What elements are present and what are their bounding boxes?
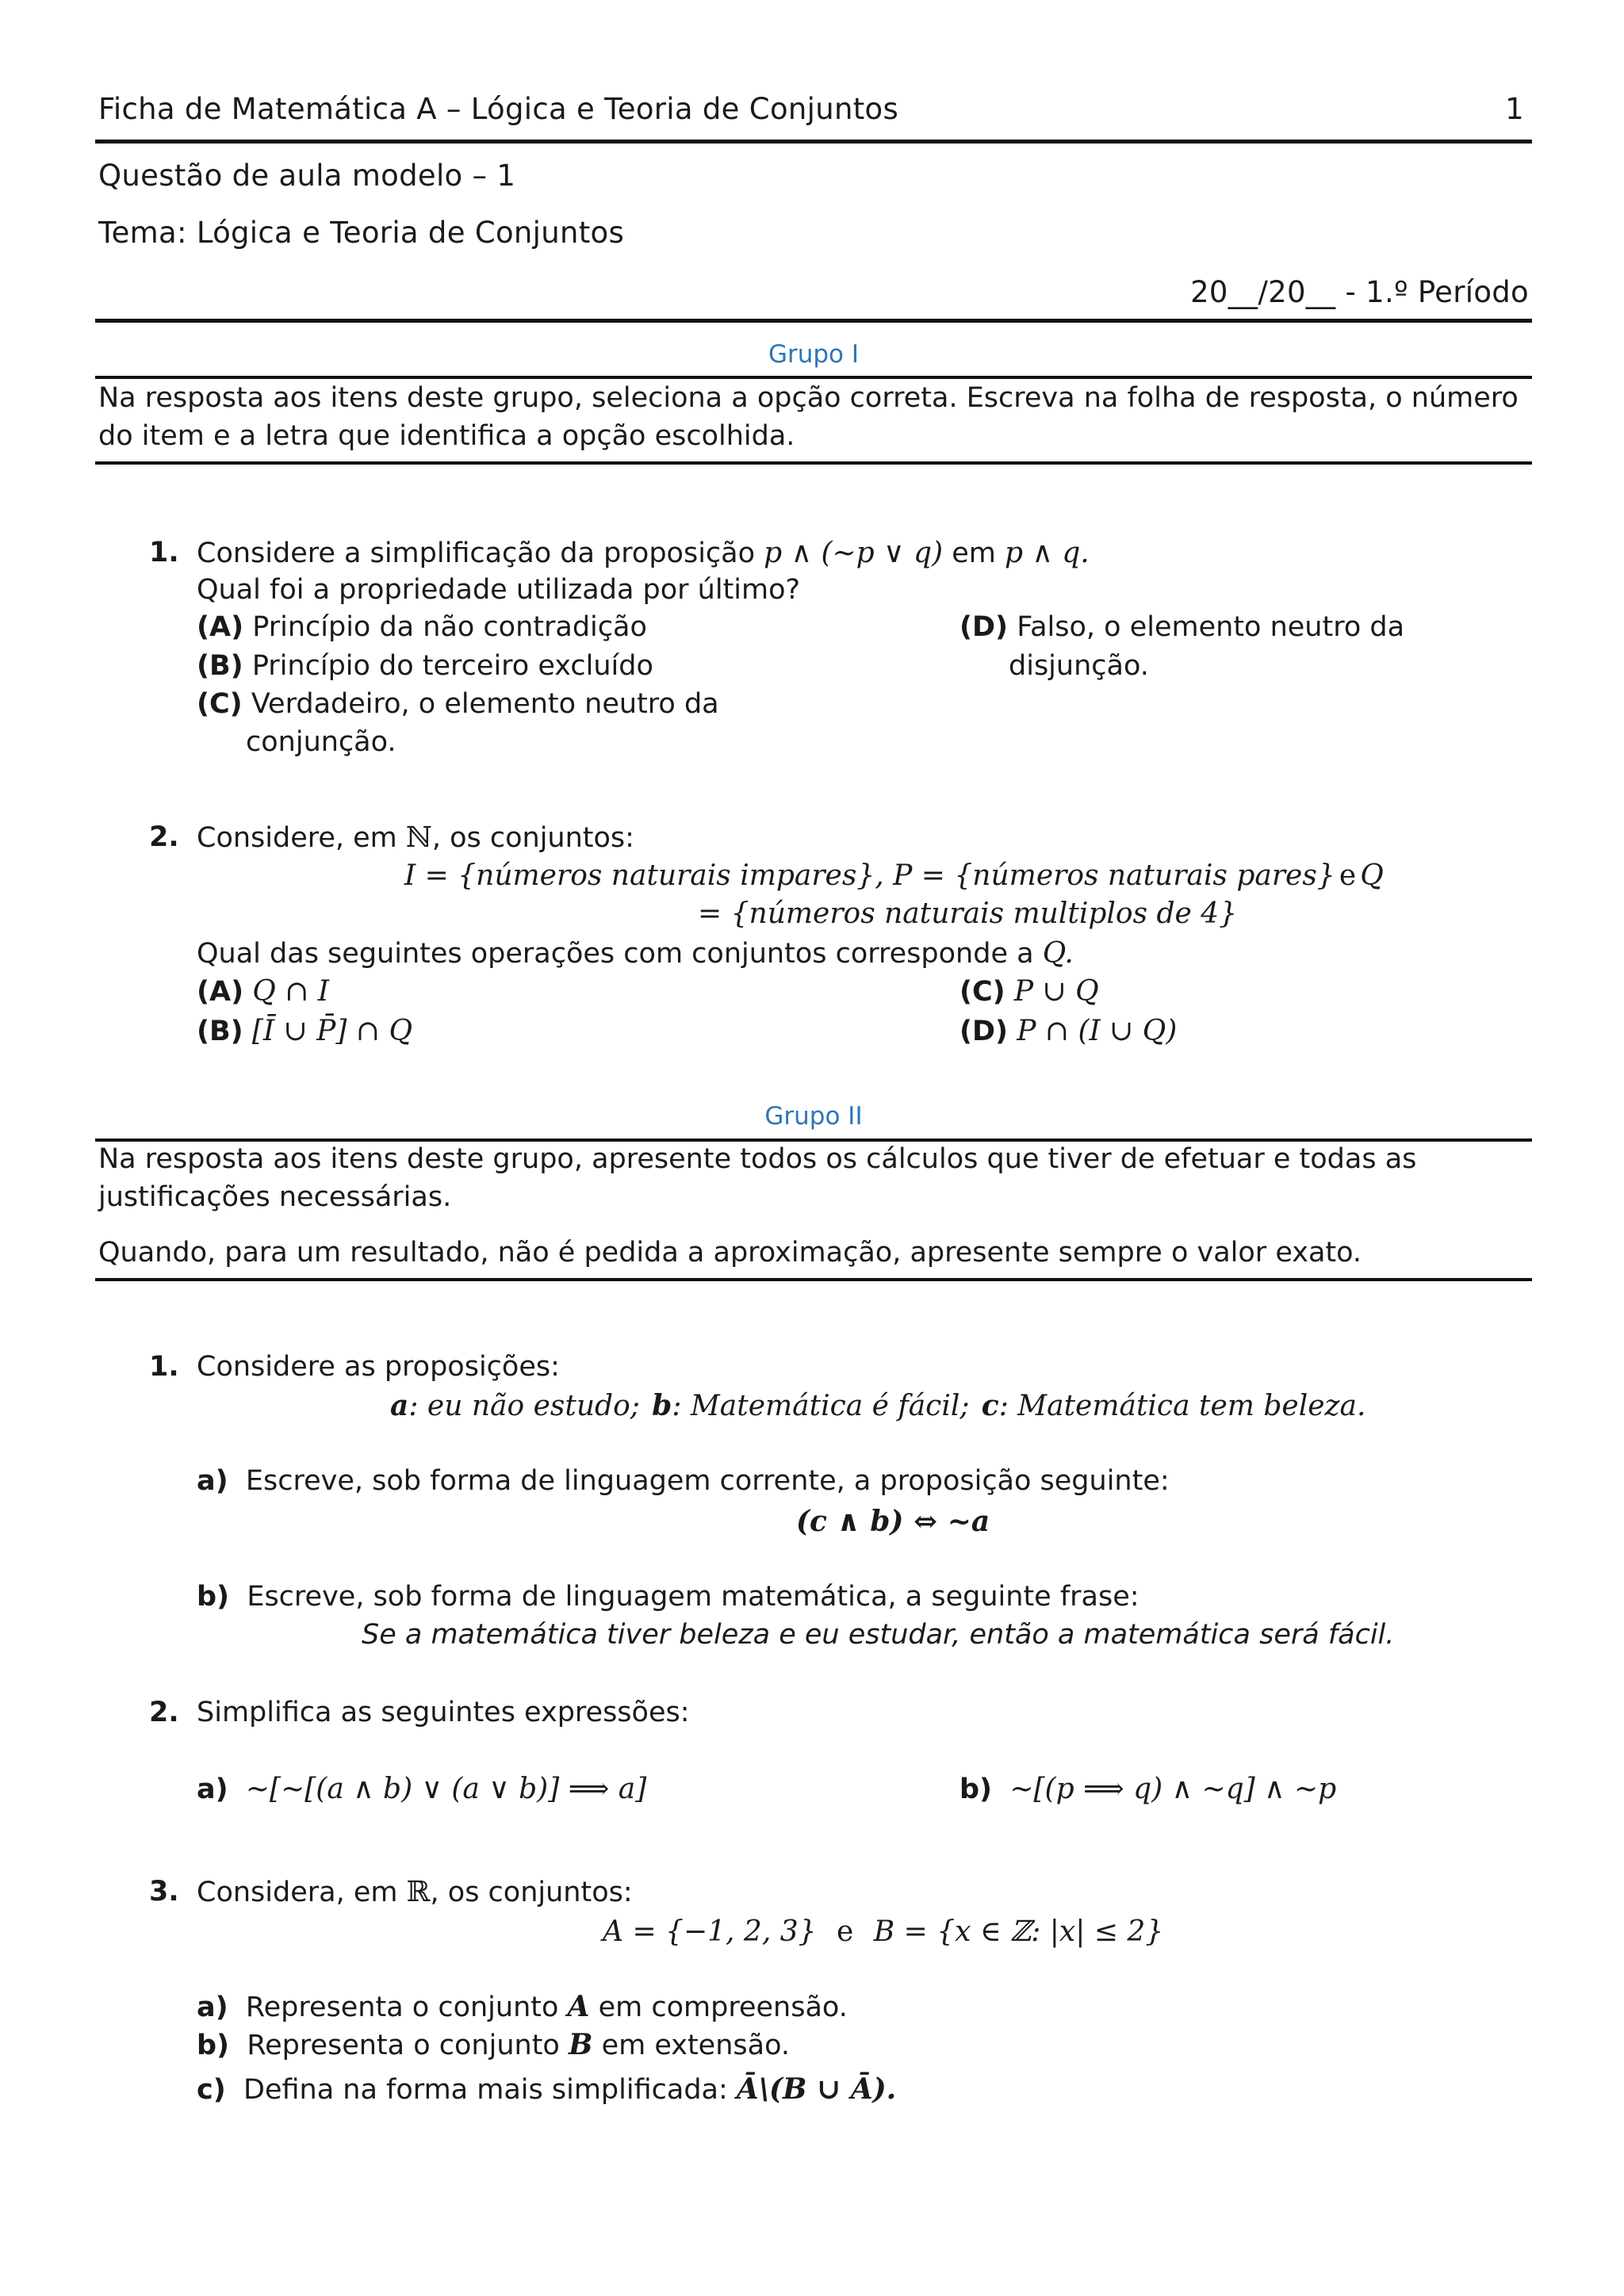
g2-q1a xyxy=(197,1465,1170,1497)
g2-q1-number: 1. xyxy=(149,1351,179,1383)
g1-q2-def-conj: e xyxy=(1339,859,1357,892)
prop-b-label: b xyxy=(652,1389,672,1422)
option-expr: [Ī ∪ P̄] ∩ Q xyxy=(251,1015,412,1047)
g1-q2-def-line2: = {números naturais multiplos de 4} xyxy=(698,897,1238,930)
option-expr: P ∪ Q xyxy=(1013,975,1099,1008)
g2-q3-number: 3. xyxy=(149,1876,179,1908)
g2-q3-statement xyxy=(197,1876,633,1908)
g1-q1-statement xyxy=(197,537,1090,569)
group1-title: Grupo I xyxy=(768,340,860,369)
g1-q2-number: 2. xyxy=(149,821,179,853)
subitem-label: b) xyxy=(197,1581,230,1613)
prop-a: : eu não estudo; xyxy=(408,1390,640,1422)
g2-q3b xyxy=(197,2028,790,2061)
option-label: (B) xyxy=(197,650,243,682)
set-a-definition: A = {−1, 2, 3} xyxy=(603,1915,817,1948)
header-rule xyxy=(95,140,1532,144)
g1-q2-question xyxy=(197,937,1074,970)
g1-q2-statement xyxy=(197,821,634,854)
subitem-label: a) xyxy=(197,1774,228,1805)
g1-q2-question-var: Q. xyxy=(1042,937,1074,970)
prop-c: : Matemática tem beleza. xyxy=(998,1390,1366,1422)
g1-q2-question-text: Qual das seguintes operações com conjuntos corresponde a xyxy=(197,938,1034,970)
worksheet-page xyxy=(95,0,1532,2296)
group2-bottom-rule xyxy=(95,1278,1532,1281)
option-text: Princípio do terceiro excluído xyxy=(251,650,653,682)
group2-instruction1: Na resposta aos itens deste grupo, apresente todos os cálculos que tiver de efetuar e todas as justificações necessárias. xyxy=(98,1143,1417,1213)
option-text: Falso, o elemento neutro da xyxy=(1017,611,1405,643)
option-expr: Q ∩ I xyxy=(252,975,330,1008)
g2-q3a xyxy=(197,1990,848,2023)
g1-q1-option-d xyxy=(959,611,1404,643)
g2-q2a xyxy=(197,1773,646,1805)
option-label: (D) xyxy=(959,611,1009,643)
option-expr: P ∩ (I ∪ Q) xyxy=(1017,1015,1178,1047)
g1-q1-expr1: p ∧ (~p ∨ q) xyxy=(764,537,944,569)
prop-a-label: a xyxy=(390,1389,409,1422)
g2-q1b xyxy=(197,1581,1139,1613)
subitem-var: B xyxy=(568,2028,593,2061)
option-label: (C) xyxy=(197,688,243,720)
question-subtitle: Questão de aula modelo – 1 xyxy=(98,159,516,193)
reals-symbol: ℝ xyxy=(406,1876,431,1908)
g1-q1-expr2: p ∧ q. xyxy=(1004,537,1090,569)
subitem-expr: ~[(p ⟹ q) ∧ ~q] ∧ ~p xyxy=(1009,1773,1337,1805)
topic-line: Tema: Lógica e Teoria de Conjuntos xyxy=(98,216,625,250)
group2-instruction2: Quando, para um resultado, não é pedida a aproximação, apresente sempre o valor exato. xyxy=(98,1237,1362,1269)
g2-q3-text-after: , os conjuntos: xyxy=(430,1877,633,1908)
subitem-expr: Ā\(B ∪ Ā). xyxy=(736,2072,897,2106)
set-conj: e xyxy=(836,1915,854,1948)
subitem-text: Representa o conjunto xyxy=(247,2030,560,2061)
g1-q2-option-d xyxy=(959,1015,1177,1047)
document-title: Ficha de Matemática A – Lógica e Teoria de Conjuntos xyxy=(98,92,899,126)
g1-q1-option-d-cont: disjunção. xyxy=(1009,650,1149,682)
subitem-text-after: em compreensão. xyxy=(598,1992,848,2023)
subitem-text-after: em extensão. xyxy=(601,2030,790,2061)
naturals-symbol: ℕ xyxy=(405,821,432,854)
subitem-text: Escreve, sob forma de linguagem corrente, a proposição seguinte: xyxy=(245,1465,1170,1497)
g1-q2-option-b xyxy=(197,1015,412,1047)
g1-q2-def-line1: I = {números naturais impares}, P = {números naturais pares} xyxy=(404,859,1335,892)
group1-bottom-rule xyxy=(95,461,1532,465)
g1-q1-option-b xyxy=(197,650,653,682)
g1-q2-text-before: Considere, em xyxy=(197,822,397,854)
option-label: (B) xyxy=(197,1016,243,1047)
group2-title: Grupo II xyxy=(764,1102,863,1131)
g2-q3c xyxy=(197,2072,896,2106)
g1-q2-text-after: , os conjuntos: xyxy=(431,822,634,854)
g2-q2b xyxy=(959,1773,1336,1805)
g1-q1-question: Qual foi a propriedade utilizada por último? xyxy=(197,574,801,606)
g1-q1-option-c-cont: conjunção. xyxy=(246,726,396,758)
g2-q1a-expr: (c ∧ b) ⇔ ~a xyxy=(796,1505,990,1538)
g1-q2-option-c xyxy=(959,975,1099,1008)
g1-q2-set-definitions xyxy=(404,859,1384,892)
g1-q1-option-a xyxy=(197,611,647,643)
option-label: (A) xyxy=(197,976,244,1008)
g2-q1-propositions xyxy=(390,1389,1365,1422)
option-text: Verdadeiro, o elemento neutro da xyxy=(251,688,719,720)
g1-q1-option-c xyxy=(197,688,719,720)
subitem-text: Escreve, sob forma de linguagem matemática, a seguinte frase: xyxy=(247,1581,1139,1613)
g1-q2-option-a xyxy=(197,975,329,1008)
subitem-text: Representa o conjunto xyxy=(245,1992,559,2023)
g2-q2-number: 2. xyxy=(149,1697,179,1728)
option-label: (C) xyxy=(959,976,1005,1008)
option-label: (D) xyxy=(959,1016,1009,1047)
subitem-text: Defina na forma mais simplificada: xyxy=(243,2074,728,2106)
subitem-label: b) xyxy=(197,2030,230,2061)
option-text: Princípio da não contradição xyxy=(252,611,647,643)
g1-q1-connector: em xyxy=(952,538,996,569)
g2-q3-sets xyxy=(603,1915,1163,1948)
subitem-label: a) xyxy=(197,1465,228,1497)
subitem-label: a) xyxy=(197,1992,228,2023)
subitem-label: b) xyxy=(959,1774,993,1805)
g2-q2-text: Simplifica as seguintes expressões: xyxy=(197,1697,690,1728)
g1-q1-number: 1. xyxy=(149,537,179,568)
g2-q3-text-before: Considera, em xyxy=(197,1877,398,1908)
prop-c-label: c xyxy=(981,1389,999,1422)
subitem-var: A xyxy=(567,1990,590,2023)
header-bottom-rule xyxy=(95,319,1532,323)
g2-q1-text: Considere as proposições: xyxy=(197,1351,560,1383)
g2-q1b-sentence: Se a matemática tiver beleza e eu estudar, então a matemática será fácil. xyxy=(362,1619,1395,1651)
school-period: 20__/20__ - 1.º Período xyxy=(1190,275,1529,309)
group1-instruction: Na resposta aos itens deste grupo, seleciona a opção correta. Escreva na folha de resposta, o número do item e a letra que identifica a opção escolhida. xyxy=(98,382,1519,452)
subitem-label: c) xyxy=(197,2074,226,2106)
subitem-expr: ~[~[(a ∧ b) ∨ (a ∨ b)] ⟹ a] xyxy=(245,1773,647,1805)
page-number: 1 xyxy=(1505,92,1524,126)
g1-q2-def-q: Q xyxy=(1360,859,1384,892)
prop-b: : Matemática é fácil; xyxy=(672,1390,970,1422)
set-b-definition: B = {x ∈ ℤ: |x| ≤ 2} xyxy=(873,1915,1164,1948)
g1-q1-text: Considere a simplificação da proposição xyxy=(197,538,756,569)
option-label: (A) xyxy=(197,611,244,643)
